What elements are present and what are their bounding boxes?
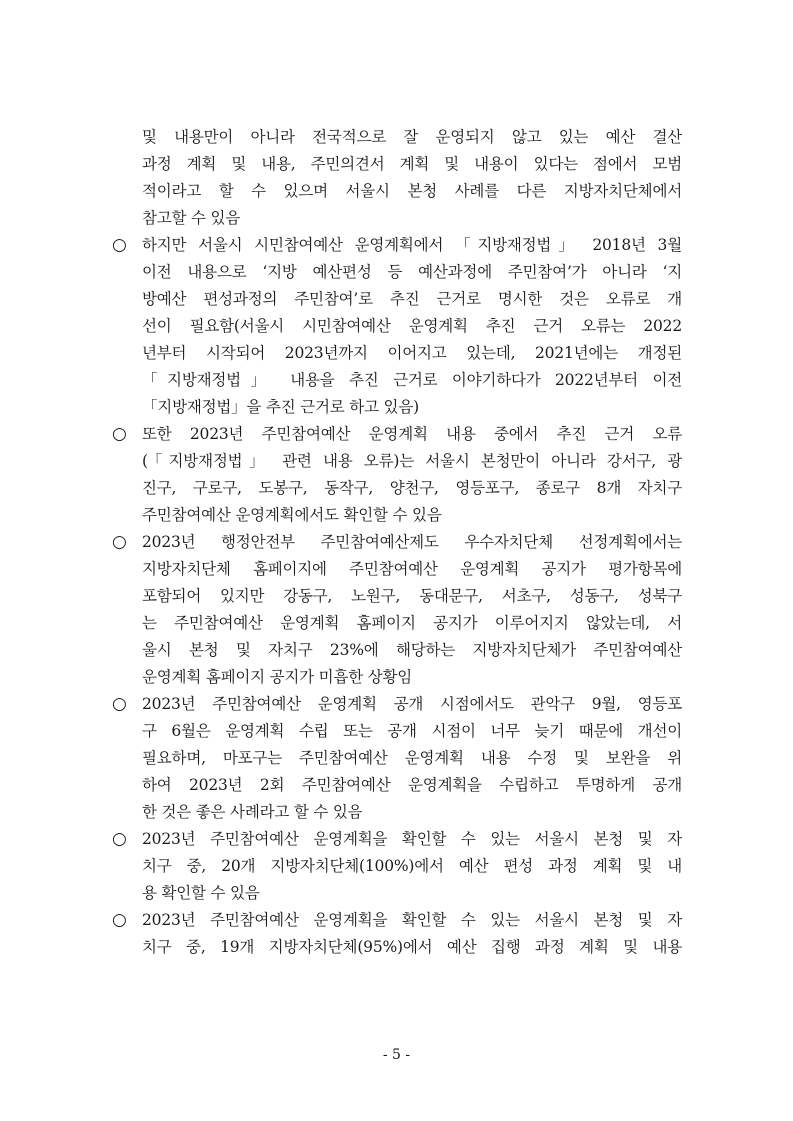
text-line: 포함되어 있지만 강동구, 노원구, 동대문구, 서초구, 성동구, 성북구 bbox=[142, 587, 682, 605]
bullet-paragraph-5 bbox=[112, 826, 682, 907]
text-line: 2023년 행정안전부 주민참여예산제도 우수자치단체 선정계획에서는 bbox=[142, 533, 682, 551]
bullet-paragraph-1 bbox=[112, 232, 682, 421]
circle-bullet-icon: ○ bbox=[112, 910, 127, 930]
circle-bullet-icon: ○ bbox=[112, 424, 127, 444]
bullet-paragraph-4 bbox=[112, 691, 682, 826]
text-line: 하지만 서울시 시민참여예산 운영계획에서 「지방재정법」 2018년 3월 bbox=[142, 236, 682, 254]
text-line: 지방자치단체 홈페이지에 주민참여예산 운영계획 공지가 평가항목에 bbox=[142, 560, 682, 578]
text-line: 주민참여예산 운영계획에서도 확인할 수 있음 bbox=[142, 506, 442, 524]
text-line: 이전 내용으로 ‘지방 예산편성 등 예산과정에 주민참여’가 아니라 ‘지 bbox=[142, 263, 682, 281]
circle-bullet-icon: ○ bbox=[112, 532, 127, 552]
circle-bullet-icon: ○ bbox=[112, 694, 127, 714]
continued-paragraph bbox=[112, 124, 682, 232]
text-line: 2023년 주민참여예산 운영계획 공개 시점에서도 관악구 9월, 영등포 bbox=[142, 695, 682, 713]
document-body bbox=[112, 124, 682, 961]
text-line: 및 내용만이 아니라 전국적으로 잘 운영되지 않고 있는 예산 결산 bbox=[142, 128, 682, 146]
text-line: 치구 중, 20개 지방자치단체(100%)에서 예산 편성 과정 계획 및 내 bbox=[142, 857, 682, 875]
bullet-paragraph-3 bbox=[112, 529, 682, 691]
text-line: 「지방재정법」 내용을 추진 근거로 이야기하다가 2022년부터 이전 bbox=[142, 371, 682, 389]
text-line: 2023년 주민참여예산 운영계획을 확인할 수 있는 서울시 본청 및 자 bbox=[142, 911, 682, 929]
text-line: 선이 필요함(서울시 시민참여예산 운영계획 추진 근거 오류는 2022 bbox=[142, 317, 682, 335]
text-line: (「지방재정법」 관련 내용 오류)는 서울시 본청만이 아니라 강서구, 광 bbox=[142, 452, 682, 470]
circle-bullet-icon: ○ bbox=[112, 235, 127, 255]
text-line: 한 것은 좋은 사례라고 할 수 있음 bbox=[142, 803, 363, 821]
bullet-paragraph-2 bbox=[112, 421, 682, 529]
text-line: 2023년 주민참여예산 운영계획을 확인할 수 있는 서울시 본청 및 자 bbox=[142, 830, 682, 848]
bullet-paragraph-6 bbox=[112, 907, 682, 961]
text-line: 과정 계획 및 내용, 주민의견서 계획 및 내용이 있다는 점에서 모범 bbox=[142, 155, 682, 173]
page-number: - 5 - bbox=[382, 1047, 411, 1063]
text-line: 하여 2023년 2회 주민참여예산 운영계획을 수립하고 투명하게 공개 bbox=[142, 776, 682, 794]
text-line: 용 확인할 수 있음 bbox=[142, 884, 260, 902]
text-line: 「지방재정법」을 추진 근거로 하고 있음) bbox=[142, 398, 419, 416]
circle-bullet-icon: ○ bbox=[112, 829, 127, 849]
text-line: 필요하며, 마포구는 주민참여예산 운영계획 내용 수정 및 보완을 위 bbox=[142, 749, 682, 767]
text-line: 년부터 시작되어 2023년까지 이어지고 있는데, 2021년에는 개정된 bbox=[142, 344, 682, 362]
text-line: 치구 중, 19개 지방자치단체(95%)에서 예산 집행 과정 계획 및 내용 bbox=[142, 938, 682, 956]
text-line: 방예산 편성과정의 주민참여’로 추진 근거로 명시한 것은 오류로 개 bbox=[142, 290, 682, 308]
text-line: 참고할 수 있음 bbox=[142, 209, 241, 227]
text-line: 구 6월은 운영계획 수립 또는 공개 시점이 너무 늦기 때문에 개선이 bbox=[142, 722, 682, 740]
text-line: 울시 본청 및 자치구 23%에 해당하는 지방자치단체가 주민참여예산 bbox=[142, 641, 682, 659]
text-line: 적이라고 할 수 있으며 서울시 본청 사례를 다른 지방자치단체에서 bbox=[142, 182, 682, 200]
text-line: 진구, 구로구, 도봉구, 동작구, 양천구, 영등포구, 종로구 8개 자치구 bbox=[142, 479, 682, 497]
text-line: 또한 2023년 주민참여예산 운영계획 내용 중에서 추진 근거 오류 bbox=[142, 425, 682, 443]
text-line: 운영계획 홈페이지 공지가 미흡한 상황임 bbox=[142, 668, 413, 686]
text-line: 는 주민참여예산 운영계획 홈페이지 공지가 이루어지지 않았는데, 서 bbox=[142, 614, 682, 632]
